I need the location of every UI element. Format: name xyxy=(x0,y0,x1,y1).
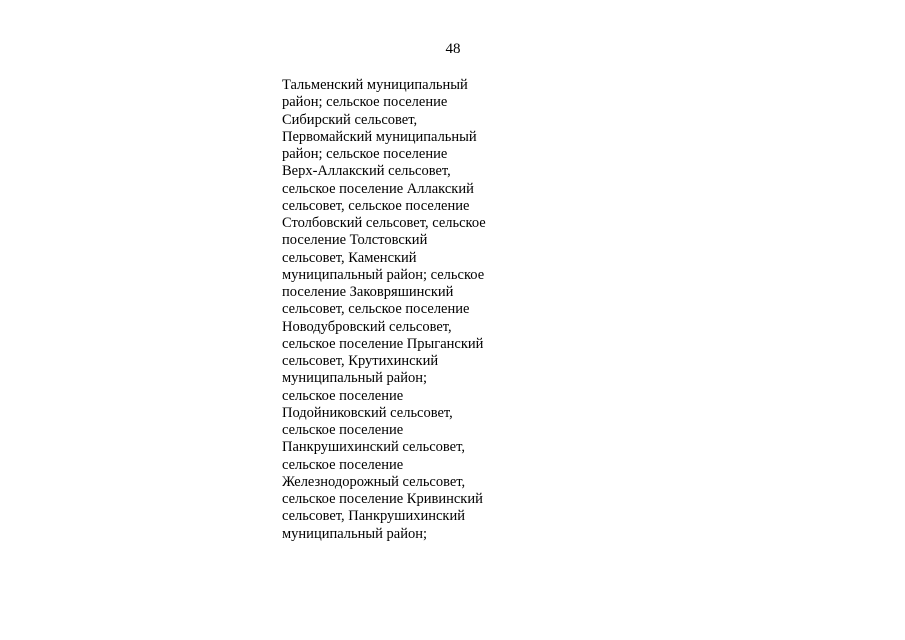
text-line: сельское поселение xyxy=(282,422,404,438)
text-line: муниципальный район; xyxy=(282,370,428,387)
text-line: сельское поселение Аллакский xyxy=(282,180,474,197)
text-line: Столбовский сельсовет, сельское xyxy=(282,215,486,231)
text-line: Сибирский сельсовет, xyxy=(282,111,418,128)
text-line: муниципальный район; xyxy=(282,525,428,542)
text-line: сельсовет, Каменский xyxy=(282,249,417,266)
text-line: Железнодорожный сельсовет, xyxy=(282,473,466,490)
text-line: район; сельское поселение xyxy=(282,146,448,162)
text-line: сельсовет, сельское поселение xyxy=(282,301,470,318)
text-line: район; сельское поселение xyxy=(282,94,448,111)
text-line: сельское поселение xyxy=(282,387,404,404)
text-line: Панкрушихинский сельсовет, xyxy=(282,439,465,456)
text-line: сельсовет, сельское поселение xyxy=(282,197,470,214)
text-line: Верх-Аллакский сельсовет, xyxy=(282,163,451,180)
text-block xyxy=(282,77,542,543)
text-line: муниципальный район; сельское xyxy=(282,266,485,283)
text-line: сельское поселение Прыганский xyxy=(282,335,484,352)
text-line: поселение Толстовский xyxy=(282,232,428,249)
text-line: сельсовет, Панкрушихинский xyxy=(282,508,465,525)
text-line: Тальменский муниципальный xyxy=(282,77,468,93)
text-line: поселение Заковряшинский xyxy=(282,284,454,300)
text-line: Первомайский муниципальный xyxy=(282,128,477,145)
text-line: сельское поселение Кривинский xyxy=(282,491,483,507)
text-line: Новодубровский сельсовет, xyxy=(282,318,452,335)
text-line: Подойниковский сельсовет, xyxy=(282,404,453,421)
text-line: сельсовет, Крутихинский xyxy=(282,353,439,369)
page-number: 48 xyxy=(445,41,461,57)
text-line: сельское поселение xyxy=(282,456,404,473)
